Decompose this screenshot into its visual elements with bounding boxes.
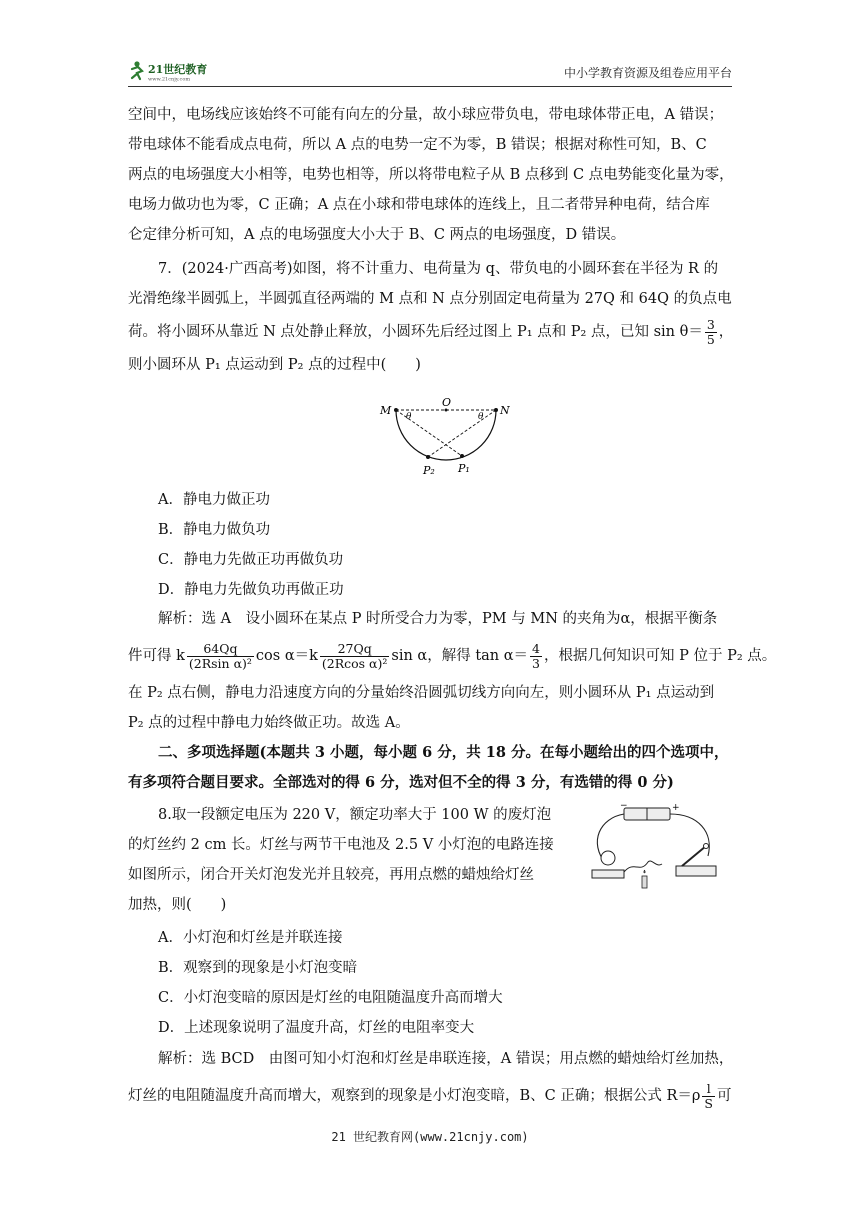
label-N: N	[500, 404, 510, 417]
text-segment: cos α＝k	[255, 648, 318, 664]
fraction-numerator: 64Qq	[187, 642, 254, 657]
formula-line	[128, 1074, 736, 1118]
candle-icon	[642, 876, 647, 888]
text-segment: ，	[718, 324, 734, 340]
question-8-stem	[128, 800, 554, 920]
text-segment: sin α，解得 tan α＝	[391, 648, 529, 664]
text-line: P₂ 点的过程中静电力始终做正功。故选 A。	[128, 715, 410, 731]
fraction-l-S	[702, 1082, 715, 1111]
fraction-denominator: 3	[532, 655, 540, 671]
text-line: 如图所示，闭合开关灯泡发光并且较亮，再用点燃的蜡烛给灯丝	[128, 867, 534, 883]
label-theta-left: θ	[406, 412, 412, 422]
circuit-figure	[578, 802, 726, 892]
fraction-27Qq	[320, 642, 390, 671]
bulb-icon	[601, 851, 615, 865]
switch-base	[676, 866, 716, 876]
option-D: D．静电力先做负功再做正功	[158, 582, 344, 598]
text-line: 两点的电场强度大小相等，电势也相等，所以将带电粒子从 B 点移到 C 点电势能变化量为零，	[128, 167, 734, 183]
text-segment: 荷。将小圆环从靠近 N 点处静止释放，小圆环先后经过图上 P₁ 点和 P₂ 点，已知 sin θ＝	[128, 324, 703, 340]
logo-text: 21世纪教育	[148, 63, 208, 76]
question-8-analysis	[128, 1044, 736, 1118]
sin-fraction	[705, 318, 717, 347]
flame-icon	[644, 870, 645, 873]
fraction-denominator: (2Rsin α)²	[188, 655, 252, 671]
text-line	[128, 314, 736, 350]
fraction-numerator: 3	[706, 316, 715, 332]
fraction-denominator: 5	[706, 331, 715, 347]
text-line: 则小圆环从 P₁ 点运动到 P₂ 点的过程中( )	[128, 357, 421, 373]
text-line: 光滑绝缘半圆弧上，半圆弧直径两端的 M 点和 N 点分别固定电荷量为 27Q 和 64Q 的负点电	[128, 291, 732, 307]
text-line: 有多项符合题目要求。全部选对的得 6 分，选对但不全的得 3 分，有选错的得 0 分)	[128, 774, 674, 791]
dashed-line-N-P2	[428, 410, 496, 457]
site-logo	[128, 60, 240, 82]
text-line: 电场力做功也为零，C 正确；A 点在小球和带电球体的连线上，且二者带异种电荷，结合库	[128, 197, 710, 213]
text-segment: 可	[717, 1088, 732, 1104]
option-A: A．小灯泡和灯丝是并联连接	[158, 930, 343, 946]
text-line: 在 P₂ 点右侧，静电力沿速度方向的分量始终沿圆弧切线方向向左，则小圆环从 P₁ 点运动到	[128, 685, 715, 701]
text-line: 带电球体不能看成点电荷，所以 A 点的电势一定不为零，B 错误；根据对称性可知，B、C	[128, 137, 707, 153]
option-B: B．观察到的现象是小灯泡变暗	[158, 960, 358, 976]
switch-lever	[682, 846, 706, 866]
formula-line	[128, 634, 777, 678]
label-P2: P₂	[423, 464, 435, 477]
text-line: 仑定律分析可知，A 点的电场强度大小大于 B、C 两点的电场强度，D 错误。	[128, 227, 626, 243]
label-O: O	[442, 396, 452, 409]
fraction-denominator: (2Rcos α)²	[321, 655, 388, 671]
text-line: 的灯丝约 2 cm 长。灯丝与两节干电池及 2.5 V 小灯泡的电路连接	[128, 837, 554, 853]
fraction-numerator: 4	[532, 640, 540, 656]
semicircle-figure	[370, 394, 520, 484]
switch-knob	[704, 844, 709, 849]
prev-analysis	[128, 100, 736, 250]
fraction-numerator: l	[702, 1082, 715, 1097]
question-7-analysis	[128, 604, 777, 738]
option-C: C．静电力先做正功再做负功	[158, 552, 344, 568]
option-C: C．小灯泡变暗的原因是灯丝的电阻随温度升高而增大	[158, 990, 503, 1006]
fraction-numerator: 27Qq	[320, 642, 390, 657]
runner-icon	[132, 61, 142, 79]
page-footer: 21 世纪教育网(www.21cnjy.com)	[331, 1130, 529, 1144]
text-line: 二、多项选择题(本题共 3 小题，每小题 6 分，共 18 分。在每小题给出的四个选项中，	[158, 744, 729, 761]
battery-plus-label: +	[672, 803, 680, 813]
fraction-4-3	[530, 642, 542, 671]
wire-right	[670, 814, 709, 856]
text-line: 空间中，电场线应该始终不可能有向左的分量，故小球应带负电，带电球体带正电，A 错误；	[128, 107, 724, 123]
label-M: M	[380, 404, 392, 417]
option-D: D．上述现象说明了温度升高，灯丝的电阻率变大	[158, 1020, 475, 1036]
text-segment: ，根据几何知识可知 P 位于 P₂ 点。	[544, 648, 777, 664]
fraction-denominator: S	[704, 1095, 713, 1111]
point-N	[494, 408, 498, 412]
text-line: 8.取一段额定电压为 220 V，额定功率大于 100 W 的废灯泡	[158, 807, 552, 823]
logo-subtext: www.21cnjy.com	[148, 76, 191, 82]
bulb-base	[592, 870, 624, 878]
text-line: 解析：选 BCD 由图可知小灯泡和灯丝是串联连接，A 错误；用点燃的蜡烛给灯丝加热，	[158, 1051, 734, 1067]
fraction-64Qq	[187, 642, 254, 671]
text-line: 加热，则( )	[128, 897, 227, 913]
text-line: 解析：选 A 设小圆环在某点 P 时所受合力为零，PM 与 MN 的夹角为α，根据平衡条	[158, 611, 718, 627]
question-7-stem	[128, 254, 736, 380]
label-P1: P₁	[458, 462, 470, 475]
point-M	[394, 408, 398, 412]
point-P2	[426, 455, 430, 459]
section-2-header	[128, 738, 736, 798]
point-P1	[460, 454, 464, 458]
option-A: A．静电力做正功	[158, 492, 270, 508]
battery-minus-label: −	[620, 802, 628, 811]
platform-name: 中小学教育资源及组卷应用平台	[563, 66, 732, 80]
label-theta-right: θ	[478, 412, 484, 422]
text-line: 7．(2024·广西高考)如图，将不计重力、电荷量为 q、带负电的小圆环套在半径为 R 的	[158, 261, 719, 277]
page-header	[128, 56, 732, 87]
text-segment: 件可得 k	[128, 648, 185, 664]
text-segment: 灯丝的电阻随温度升高而增大，观察到的现象是小灯泡变暗，B、C 正确；根据公式 R＝ρ	[128, 1088, 701, 1104]
filament-wire	[624, 861, 662, 872]
option-B: B．静电力做负功	[158, 522, 271, 538]
